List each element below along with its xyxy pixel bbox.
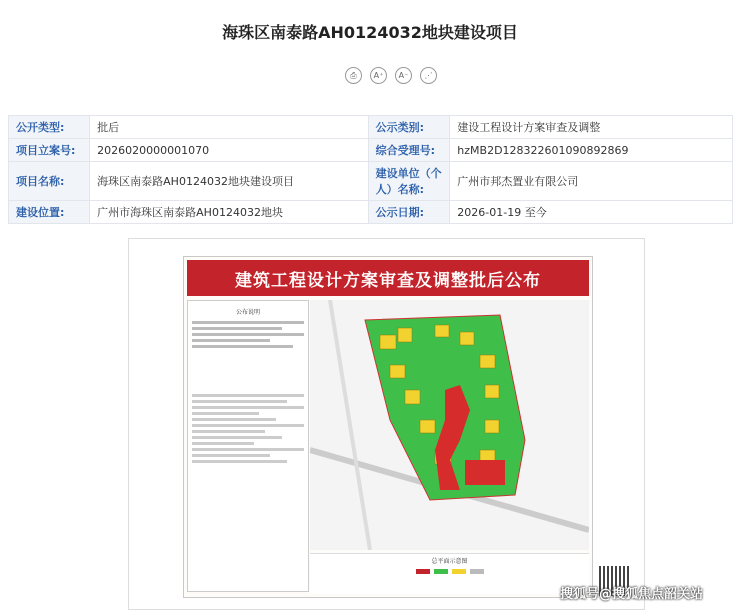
notice-panel — [187, 300, 309, 592]
project-no-label: 项目立案号: — [9, 139, 90, 162]
unit-label: 建设单位（个人）名称: — [368, 162, 450, 201]
notice-text-block — [188, 316, 308, 468]
page-title: 海珠区南泰路AH0124032地块建设项目 — [222, 23, 518, 42]
table-row — [9, 201, 733, 224]
project-no-value: 2026020000001070 — [90, 139, 369, 162]
case-no-label: 综合受理号: — [368, 139, 450, 162]
print-icon[interactable]: ⎙ — [345, 67, 362, 84]
date-label: 公示日期: — [368, 201, 450, 224]
info-table — [8, 115, 733, 224]
share-icon[interactable]: ⋰ — [420, 67, 437, 84]
watermark: 搜狐号@搜狐焦点韶关站 — [560, 587, 704, 602]
site-plan-svg — [310, 300, 589, 550]
category-label: 公示类别: — [368, 116, 450, 139]
poster-banner: 建筑工程设计方案审查及调整批后公布 — [187, 260, 589, 296]
font-decrease-icon[interactable]: A⁻ — [395, 67, 412, 84]
name-value: 海珠区南泰路AH0124032地块建设项目 — [90, 162, 369, 201]
plan-caption: 总平面示意图 — [431, 558, 468, 565]
map-legend — [310, 553, 589, 594]
table-row — [9, 139, 733, 162]
font-increase-icon[interactable]: A⁺ — [370, 67, 387, 84]
type-label: 公开类型: — [9, 116, 90, 139]
date-value: 2026-01-19 至今 — [450, 201, 733, 224]
article-toolbar — [345, 67, 437, 84]
location-label: 建设位置: — [9, 201, 90, 224]
name-label: 项目名称: — [9, 162, 90, 201]
poster-board — [183, 256, 593, 598]
case-no-value: hzMB2D128322601090892869 — [450, 139, 733, 162]
site-plan-map — [310, 300, 589, 550]
notice-heading: 公布说明 — [235, 309, 260, 316]
category-value: 建设工程设计方案审查及调整 — [450, 116, 733, 139]
unit-value: 广州市邦杰置业有限公司 — [450, 162, 733, 201]
type-value: 批后 — [90, 116, 369, 139]
location-value: 广州市海珠区南泰路AH0124032地块 — [90, 201, 369, 224]
notice-poster-image[interactable] — [128, 238, 645, 610]
table-row — [9, 116, 733, 139]
table-row — [9, 162, 733, 201]
